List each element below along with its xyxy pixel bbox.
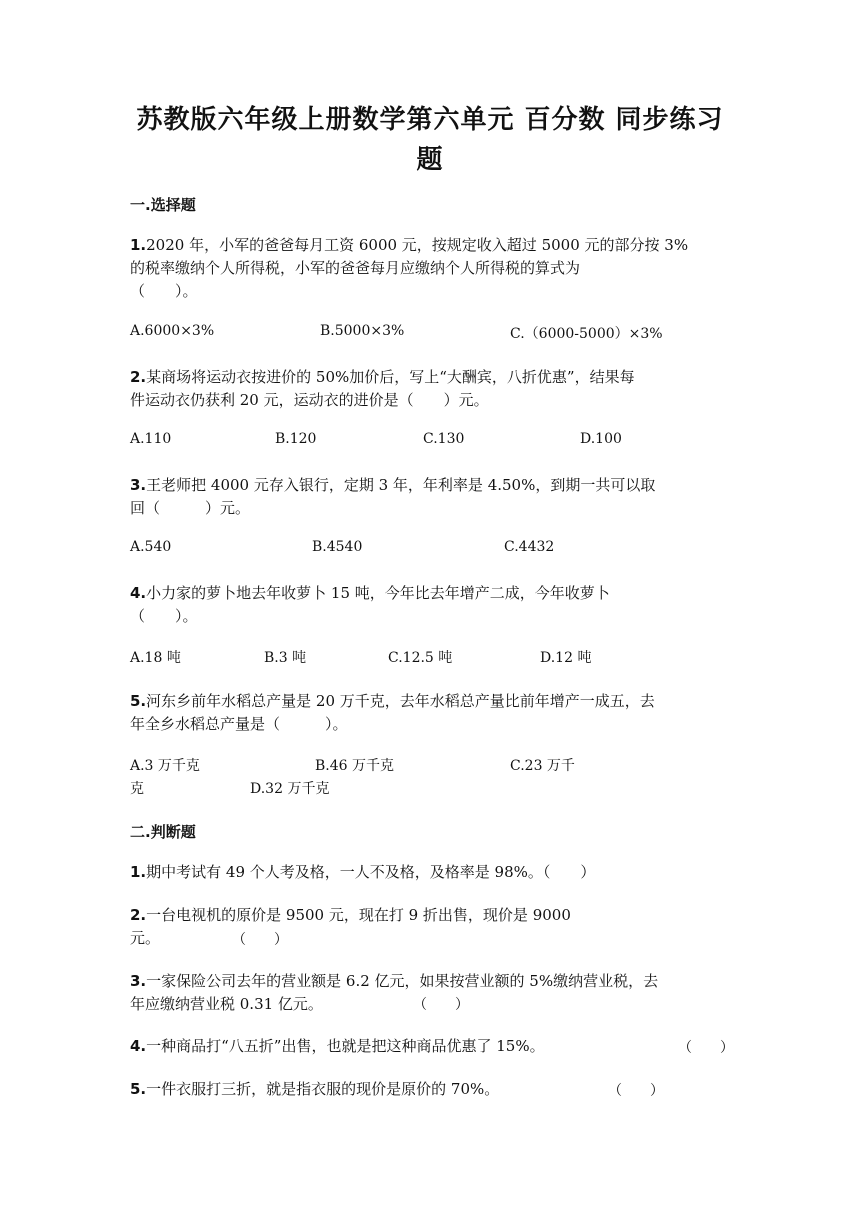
option-b[interactable]: B.46 万千克 [315,758,395,774]
question-number: 1. [130,236,147,254]
option-b[interactable]: B.5000×3% [320,323,405,339]
question-text-line: 年全乡水稻总产量是（ ）。 [130,715,348,733]
question-text-line: 一种商品打“八五折”出售，也就是把这种商品优惠了 15%。 [146,1037,545,1055]
option-a[interactable]: A.3 万千克 [130,758,200,774]
question-number: 1. [130,863,147,881]
question-number: 5. [130,1080,147,1098]
question-number: 2. [130,368,147,386]
question-number: 4. [130,584,147,602]
judge-question-2 [130,904,730,950]
option-c[interactable]: C.12.5 吨 [388,650,453,666]
question-text-line: 件运动衣仍获利 20 元，运动衣的进价是（ ）元。 [130,391,489,409]
option-c[interactable]: C.（6000-5000）×3% [510,326,663,342]
choice-question-1 [130,234,730,303]
choice-question-4 [130,582,730,628]
question-text-line: 回（ ）元。 [130,499,251,517]
option-a[interactable]: A.6000×3% [130,323,215,339]
choice-options-5 [130,755,730,803]
choice-options-4 [130,647,730,671]
option-a[interactable]: A.18 吨 [130,650,181,666]
title-line-1: 苏教版六年级上册数学第六单元 百分数 同步练习 [136,105,724,135]
choice-options-3 [130,539,730,563]
page-title [130,100,730,180]
question-text-line: 一件衣服打三折，就是指衣服的现价是原价的 70%。 [146,1080,500,1098]
judge-question-4 [130,1035,730,1058]
question-number: 3. [130,476,147,494]
question-text-line: 元。 [130,929,161,947]
judge-question-1 [130,861,730,884]
option-a[interactable]: A.540 [130,539,172,555]
option-d[interactable]: D.100 [580,431,622,447]
question-text-line: 的税率缴纳个人所得税，小军的爸爸每月应缴纳个人所得税的算式为 [130,259,581,277]
question-number: 5. [130,692,147,710]
question-text-line: 王老师把 4000 元存入银行，定期 3 年，年利率是 4.50%，到期一共可以取 [146,476,656,494]
question-text-line: 小力家的萝卜地去年收萝卜 15 吨，今年比去年增产二成，今年收萝卜 [146,584,610,602]
question-number: 3. [130,972,147,990]
question-text-line: 河东乡前年水稻总产量是 20 万千克，去年水稻总产量比前年增产一成五，去 [146,692,655,710]
question-text-line: 一家保险公司去年的营业额是 6.2 亿元，如果按营业额的 5%缴纳营业税，去 [146,972,659,990]
section-heading-judge: 二.判断题 [130,823,196,841]
choice-question-3 [130,474,730,520]
question-text-line: 2020 年，小军的爸爸每月工资 6000 元，按规定收入超过 5000 元的部分按 3% [146,236,689,254]
answer-bracket[interactable]: （ ） [678,1040,734,1056]
question-text-line: 某商场将运动衣按进价的 50%加价后，写上“大酬宾，八折优惠”，结果每 [146,368,635,386]
option-c[interactable]: C.130 [423,431,465,447]
choice-options-1 [130,323,730,347]
answer-blank: （ ）。 [130,607,198,625]
answer-bracket[interactable]: （ ） [608,1083,664,1099]
choice-question-2 [130,366,730,412]
option-c-wrap: 克 [130,781,144,797]
section-heading-choice: 一.选择题 [130,196,196,214]
choice-options-2 [130,431,730,455]
option-c[interactable]: C.4432 [504,539,555,555]
answer-bracket[interactable]: （ ） [413,997,469,1013]
option-d[interactable]: D.12 吨 [540,650,592,666]
question-number: 4. [130,1037,147,1055]
question-text-line: 年应缴纳营业税 0.31 亿元。 [130,995,323,1013]
option-b[interactable]: B.3 吨 [264,650,307,666]
question-text-line: 一台电视机的原价是 9500 元，现在打 9 折出售，现价是 9000 [146,906,571,924]
title-line-2: 题 [416,145,444,175]
answer-bracket[interactable]: （ ） [232,932,288,948]
question-number: 2. [130,906,147,924]
option-c[interactable]: C.23 万千 [510,758,575,774]
choice-question-5 [130,690,730,736]
option-b[interactable]: B.120 [275,431,317,447]
answer-blank: （ ）。 [130,282,198,300]
option-b[interactable]: B.4540 [312,539,363,555]
option-a[interactable]: A.110 [130,431,172,447]
question-text-line: 期中考试有 49 个人考及格，一人不及格，及格率是 98%。（ ） [146,863,596,881]
option-d[interactable]: D.32 万千克 [250,781,330,797]
